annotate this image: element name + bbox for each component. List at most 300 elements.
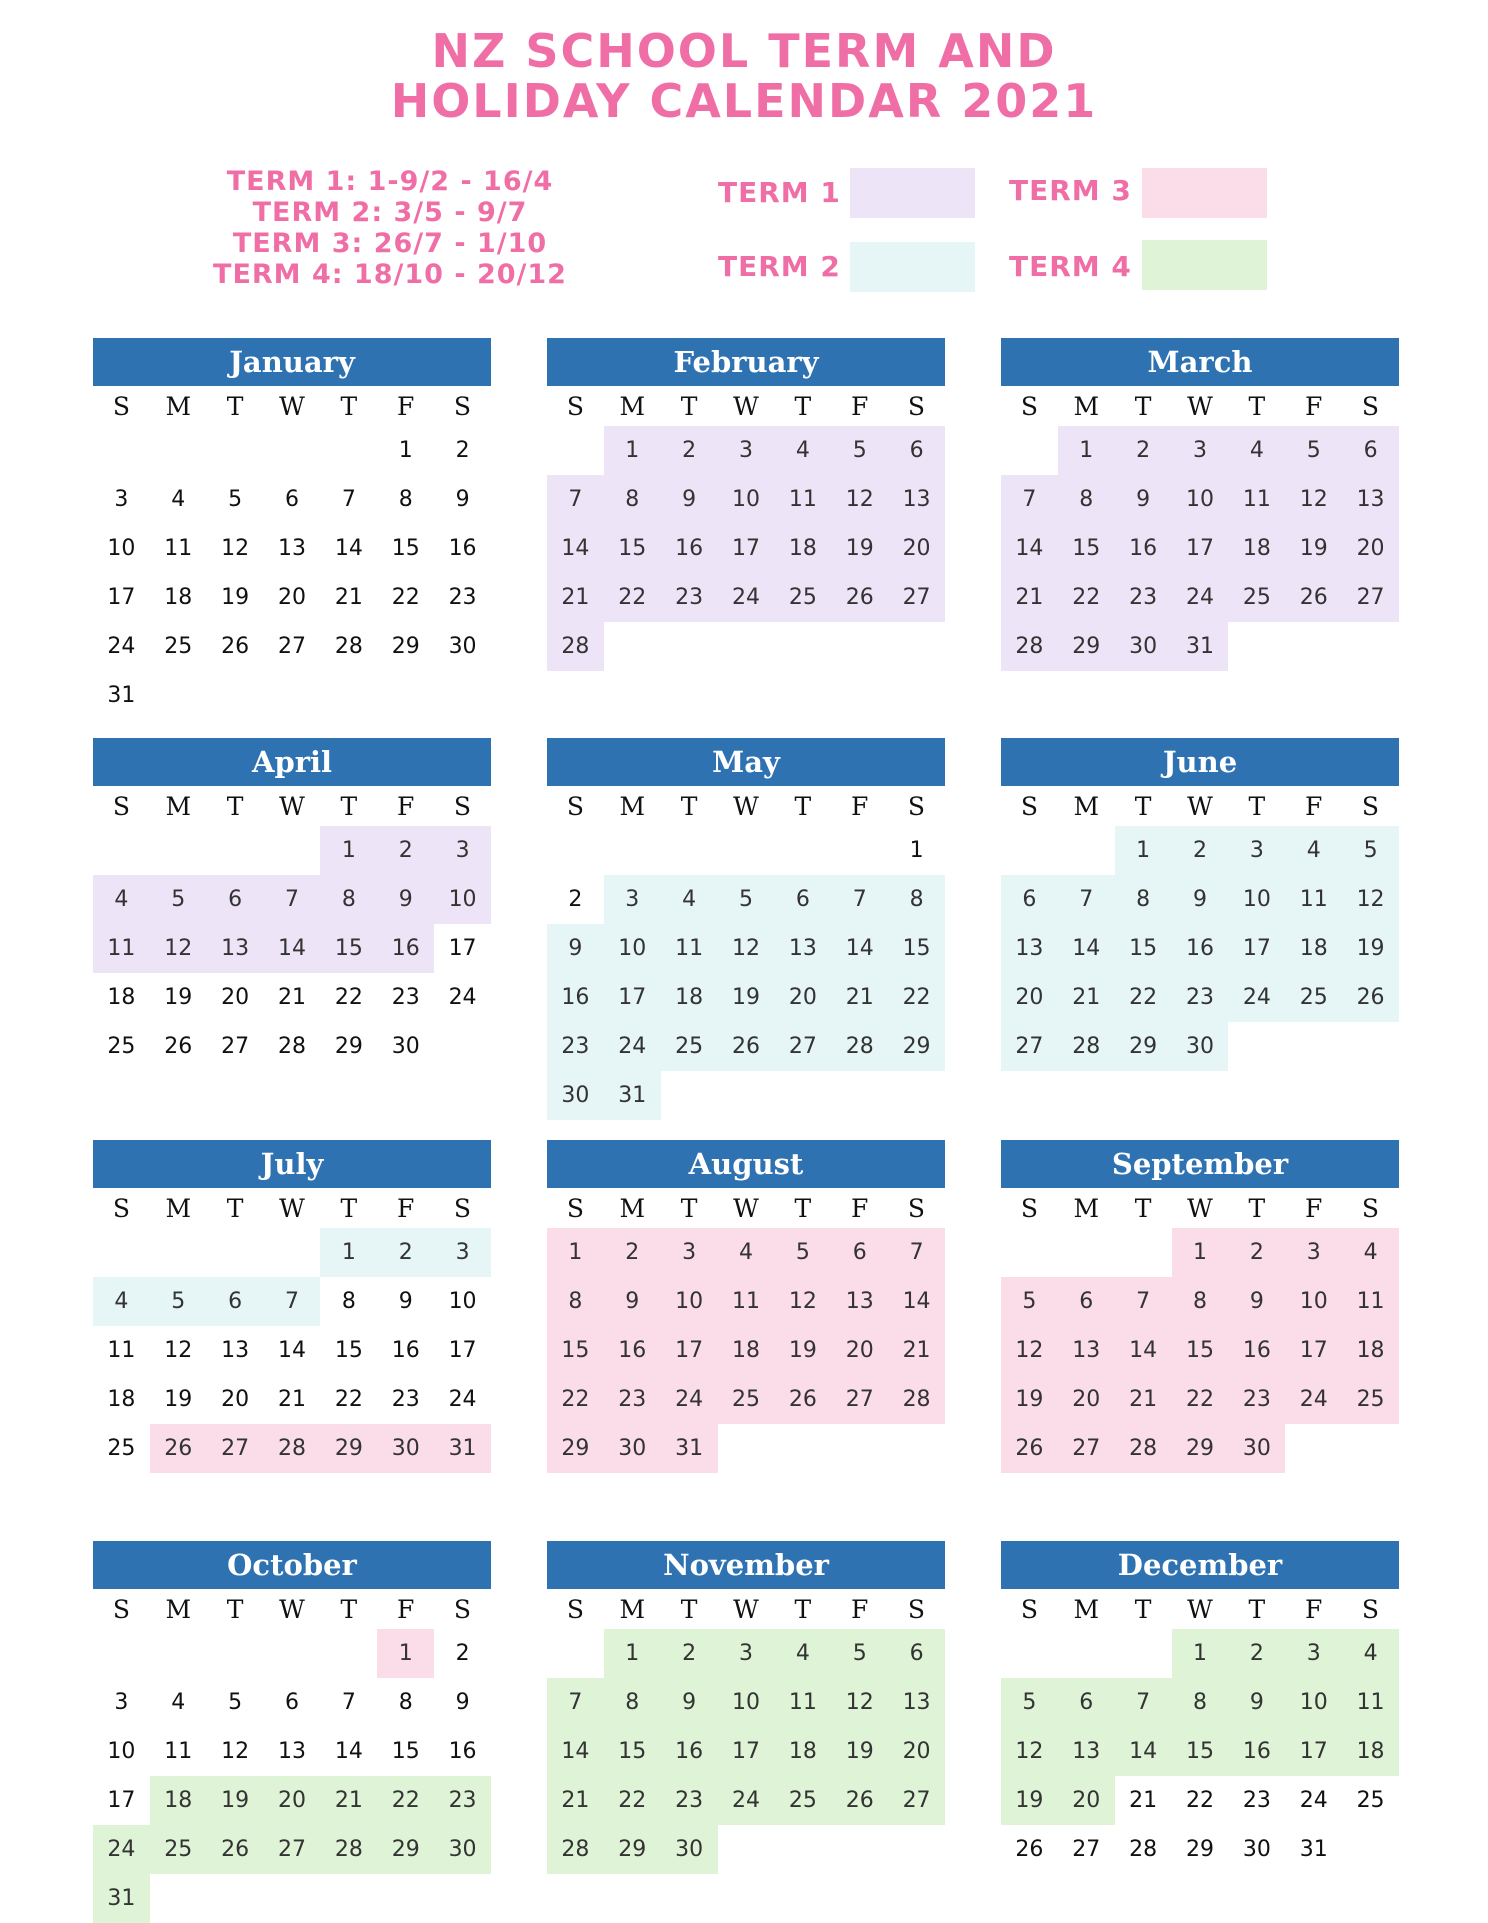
day-cell-term-2: 15 — [888, 924, 945, 973]
day-cell-term-1: 26 — [1285, 573, 1342, 622]
weekday-label: S — [112, 1594, 130, 1624]
weekday-label: F — [1304, 1193, 1323, 1223]
day-cell-term-1: 30 — [1115, 622, 1172, 671]
day-cell: 14 — [334, 536, 363, 561]
day-cell-term-3: 28 — [888, 1375, 945, 1424]
weekday-label: M — [165, 791, 192, 821]
day-cell-term-2: 8 — [888, 875, 945, 924]
day-cell: 23 — [391, 985, 420, 1010]
day-cell: 23 — [1242, 1788, 1271, 1813]
day-cell: 9 — [398, 1289, 413, 1314]
term-date-1: TERM 1: 1-9/2 - 16/4 — [226, 166, 554, 197]
month-june — [1001, 738, 1399, 1071]
weekday-label: T — [680, 1193, 698, 1223]
day-cell-term-4: 17 — [718, 1727, 775, 1776]
day-cell-term-2: 1 — [1115, 826, 1172, 875]
day-cell-term-4: 24 — [93, 1825, 150, 1874]
day-cell-term-3: 23 — [604, 1375, 661, 1424]
weekday-label: W — [279, 1193, 305, 1223]
day-cell: 2 — [455, 438, 470, 463]
day-cell-term-1: 13 — [888, 475, 945, 524]
day-cell: 15 — [391, 1739, 420, 1764]
day-cell-term-4: 2 — [661, 1629, 718, 1678]
day-cell-term-4: 12 — [831, 1678, 888, 1727]
day-cell: 7 — [341, 1690, 356, 1715]
day-cell: 14 — [334, 1739, 363, 1764]
day-cell-term-1: 15 — [1058, 524, 1115, 573]
day-cell-term-3: 22 — [547, 1375, 604, 1424]
day-cell-term-4: 6 — [1058, 1678, 1115, 1727]
day-cell-term-3: 16 — [604, 1326, 661, 1375]
term-date-2: TERM 2: 3/5 - 9/7 — [252, 197, 528, 228]
month-september — [1001, 1140, 1399, 1473]
day-cell-term-2: 9 — [547, 924, 604, 973]
day-cell-term-4: 17 — [1285, 1727, 1342, 1776]
day-cell: 22 — [391, 585, 420, 610]
day-cell-term-3: 11 — [1342, 1277, 1399, 1326]
day-cell: 27 — [277, 634, 306, 659]
day-cell-term-2: 5 — [150, 1277, 207, 1326]
day-cell-term-4: 29 — [604, 1825, 661, 1874]
day-cell-term-2: 19 — [1342, 924, 1399, 973]
day-cell-term-4: 3 — [1285, 1629, 1342, 1678]
day-cell-term-3: 20 — [1058, 1375, 1115, 1424]
day-cell-term-2: 11 — [1285, 875, 1342, 924]
day-cell: 21 — [277, 985, 306, 1010]
day-cell-term-1: 4 — [1228, 426, 1285, 475]
day-cell: 29 — [334, 1034, 363, 1059]
day-cell-term-2: 30 — [547, 1071, 604, 1120]
day-cell-term-2: 16 — [547, 973, 604, 1022]
day-cell-term-4: 26 — [831, 1776, 888, 1825]
weekday-label: W — [1187, 1193, 1213, 1223]
day-cell-term-1: 8 — [320, 875, 377, 924]
day-cell-term-1: 1 — [604, 426, 661, 475]
day-cell-term-3: 20 — [831, 1326, 888, 1375]
weekday-label: F — [396, 791, 415, 821]
day-cell: 16 — [448, 1739, 477, 1764]
weekday-label: F — [1304, 791, 1323, 821]
weekday-label: F — [850, 791, 869, 821]
legend-swatch-term-1 — [850, 168, 975, 218]
day-cell-term-4: 27 — [888, 1776, 945, 1825]
day-cell-term-4: 1 — [604, 1629, 661, 1678]
day-cell-term-1: 14 — [1001, 524, 1058, 573]
day-cell-term-3: 15 — [547, 1326, 604, 1375]
month-march — [1001, 338, 1399, 671]
day-cell: 19 — [221, 585, 250, 610]
weekday-label: S — [1020, 391, 1038, 421]
day-cell-term-4: 10 — [1285, 1678, 1342, 1727]
day-cell-term-4: 6 — [888, 1629, 945, 1678]
weekday-row — [93, 386, 491, 426]
day-cell-term-3: 3 — [661, 1228, 718, 1277]
day-cell-term-2: 4 — [661, 875, 718, 924]
day-cell: 11 — [164, 536, 193, 561]
day-cell-term-4: 15 — [1172, 1727, 1229, 1776]
month-july — [93, 1140, 491, 1473]
weekday-label: F — [850, 1193, 869, 1223]
weekday-row — [1001, 1589, 1399, 1629]
day-cell-term-1: 2 — [661, 426, 718, 475]
day-cell-term-4: 13 — [1058, 1727, 1115, 1776]
weekday-label: S — [1361, 1594, 1380, 1624]
day-cell-term-1: 1 — [320, 826, 377, 875]
weekday-label: F — [1304, 391, 1323, 421]
day-cell-term-1: 16 — [661, 524, 718, 573]
day-cell-term-4: 18 — [150, 1776, 207, 1825]
day-cell-term-1: 16 — [377, 924, 434, 973]
day-cell-term-1: 10 — [434, 875, 491, 924]
day-cell-term-3: 25 — [1342, 1375, 1399, 1424]
day-cell-term-2: 13 — [774, 924, 831, 973]
day-cell-term-2: 28 — [1058, 1022, 1115, 1071]
day-cell-term-1: 27 — [888, 573, 945, 622]
day-cell-term-3: 5 — [1001, 1277, 1058, 1326]
weekday-label: S — [112, 391, 130, 421]
weekday-label: S — [566, 791, 584, 821]
weekday-row — [547, 386, 945, 426]
day-cell: 21 — [277, 1387, 306, 1412]
month-header: October — [93, 1541, 491, 1589]
day-cell: 22 — [334, 985, 363, 1010]
day-cell-term-2: 12 — [1342, 875, 1399, 924]
day-cell-term-1: 2 — [1115, 426, 1172, 475]
day-cell-term-3: 18 — [1342, 1326, 1399, 1375]
day-cell-term-1: 24 — [718, 573, 775, 622]
day-cell-term-1: 11 — [1228, 475, 1285, 524]
month-header: January — [93, 338, 491, 386]
weekday-label: F — [850, 1594, 869, 1624]
day-cell: 23 — [391, 1387, 420, 1412]
weekday-label: W — [1187, 791, 1213, 821]
day-cell: 25 — [164, 634, 193, 659]
day-cell-term-4: 8 — [1172, 1678, 1229, 1727]
day-cell-term-4: 20 — [888, 1727, 945, 1776]
day-cell-term-1: 3 — [718, 426, 775, 475]
day-cell-term-1: 23 — [1115, 573, 1172, 622]
day-cell-term-4: 23 — [661, 1776, 718, 1825]
day-cell-term-2: 24 — [1228, 973, 1285, 1022]
month-header: March — [1001, 338, 1399, 386]
day-cell-term-3: 29 — [320, 1424, 377, 1473]
weekday-label: S — [112, 1193, 130, 1223]
day-cell-term-2: 25 — [661, 1022, 718, 1071]
day-grid — [547, 1629, 945, 1874]
day-cell-term-2: 26 — [1342, 973, 1399, 1022]
day-cell-term-3: 1 — [1172, 1228, 1229, 1277]
day-cell-term-3: 8 — [1172, 1277, 1229, 1326]
legend-swatch-term-3 — [1142, 168, 1267, 218]
day-cell-term-3: 17 — [1285, 1326, 1342, 1375]
weekday-label: F — [1304, 1594, 1323, 1624]
weekday-label: F — [396, 391, 415, 421]
day-cell-term-1: 9 — [661, 475, 718, 524]
day-cell-term-2: 10 — [604, 924, 661, 973]
day-cell-term-1: 7 — [1001, 475, 1058, 524]
day-cell-term-2: 6 — [207, 1277, 264, 1326]
day-cell-term-2: 30 — [1172, 1022, 1229, 1071]
day-cell-term-3: 10 — [661, 1277, 718, 1326]
day-cell-term-3: 22 — [1172, 1375, 1229, 1424]
day-cell-term-2: 14 — [831, 924, 888, 973]
day-cell-term-4: 21 — [320, 1776, 377, 1825]
month-january — [93, 338, 491, 720]
day-cell-term-3: 9 — [604, 1277, 661, 1326]
day-cell: 12 — [221, 1739, 250, 1764]
day-cell-term-2: 18 — [661, 973, 718, 1022]
day-grid — [1001, 1629, 1399, 1874]
day-cell: 10 — [107, 536, 136, 561]
day-cell-term-4: 19 — [1001, 1776, 1058, 1825]
day-cell: 10 — [448, 1289, 477, 1314]
legend-label-term-4: TERM 4 — [1009, 250, 1132, 283]
day-cell-term-1: 9 — [377, 875, 434, 924]
day-cell-term-3: 29 — [547, 1424, 604, 1473]
weekday-label: S — [1361, 1193, 1380, 1223]
weekday-label: M — [165, 1594, 192, 1624]
day-cell-term-2: 20 — [774, 973, 831, 1022]
day-cell-term-3: 8 — [547, 1277, 604, 1326]
day-cell-term-3: 2 — [604, 1228, 661, 1277]
day-cell-term-3: 15 — [1172, 1326, 1229, 1375]
weekday-label: S — [907, 1594, 926, 1624]
weekday-label: M — [1073, 1594, 1100, 1624]
weekday-row — [1001, 786, 1399, 826]
day-cell: 24 — [448, 1387, 477, 1412]
weekday-label: S — [566, 1193, 584, 1223]
month-header: November — [547, 1541, 945, 1589]
day-cell-term-2: 28 — [831, 1022, 888, 1071]
day-cell-term-3: 28 — [264, 1424, 321, 1473]
day-cell-term-2: 3 — [1228, 826, 1285, 875]
day-cell: 28 — [1129, 1837, 1158, 1862]
day-cell-term-1: 26 — [831, 573, 888, 622]
day-cell: 3 — [114, 487, 129, 512]
weekday-label: F — [396, 1594, 415, 1624]
day-cell-term-2: 4 — [1285, 826, 1342, 875]
day-grid — [547, 1228, 945, 1473]
day-cell: 13 — [277, 1739, 306, 1764]
weekday-row — [93, 786, 491, 826]
day-cell: 12 — [164, 1338, 193, 1363]
day-cell-term-3: 12 — [1001, 1326, 1058, 1375]
day-cell-term-3: 27 — [1058, 1424, 1115, 1473]
day-cell-term-3: 2 — [1228, 1228, 1285, 1277]
weekday-label: S — [1020, 791, 1038, 821]
day-cell: 18 — [164, 585, 193, 610]
day-cell: 8 — [398, 1690, 413, 1715]
day-cell: 22 — [334, 1387, 363, 1412]
day-cell: 17 — [448, 936, 477, 961]
weekday-label: M — [619, 1193, 646, 1223]
weekday-label: T — [1248, 391, 1266, 421]
day-cell-term-2: 19 — [718, 973, 775, 1022]
day-cell-term-4: 24 — [718, 1776, 775, 1825]
day-cell-term-3: 23 — [1228, 1375, 1285, 1424]
day-cell-term-3: 1 — [377, 1629, 434, 1678]
day-cell-term-2: 12 — [718, 924, 775, 973]
day-cell: 5 — [228, 487, 243, 512]
day-cell-term-1: 5 — [1285, 426, 1342, 475]
weekday-label: W — [1187, 1594, 1213, 1624]
day-cell-term-4: 22 — [604, 1776, 661, 1825]
day-cell-term-3: 26 — [1001, 1424, 1058, 1473]
month-header: July — [93, 1140, 491, 1188]
day-cell-term-4: 23 — [434, 1776, 491, 1825]
day-cell-term-3: 16 — [1228, 1326, 1285, 1375]
weekday-label: S — [907, 391, 926, 421]
day-cell: 19 — [164, 985, 193, 1010]
day-cell-term-1: 7 — [547, 475, 604, 524]
day-grid — [1001, 826, 1399, 1071]
weekday-label: T — [1248, 1193, 1266, 1223]
weekday-label: M — [619, 1594, 646, 1624]
day-cell-term-4: 28 — [320, 1825, 377, 1874]
day-cell-term-4: 18 — [1342, 1727, 1399, 1776]
day-cell: 6 — [284, 487, 299, 512]
day-cell-term-4: 18 — [774, 1727, 831, 1776]
weekday-label: W — [279, 391, 305, 421]
day-cell-term-4: 21 — [547, 1776, 604, 1825]
day-cell-term-2: 6 — [1001, 875, 1058, 924]
weekday-label: S — [453, 791, 472, 821]
day-cell-term-3: 27 — [831, 1375, 888, 1424]
weekday-label: T — [1134, 791, 1152, 821]
day-cell-term-2: 23 — [1172, 973, 1229, 1022]
day-cell: 10 — [107, 1739, 136, 1764]
weekday-label: S — [907, 791, 926, 821]
day-cell-term-4: 2 — [1228, 1629, 1285, 1678]
day-cell-term-1: 15 — [604, 524, 661, 573]
day-cell-term-3: 30 — [604, 1424, 661, 1473]
day-cell: 25 — [107, 1436, 136, 1461]
weekday-label: M — [619, 791, 646, 821]
day-cell-term-1: 18 — [1228, 524, 1285, 573]
day-cell-term-4: 11 — [1342, 1678, 1399, 1727]
day-cell-term-2: 17 — [604, 973, 661, 1022]
day-cell-term-3: 7 — [1115, 1277, 1172, 1326]
day-cell: 18 — [107, 985, 136, 1010]
day-cell-term-3: 9 — [1228, 1277, 1285, 1326]
day-cell-term-4: 29 — [377, 1825, 434, 1874]
weekday-label: S — [907, 1193, 926, 1223]
day-cell-term-1: 6 — [207, 875, 264, 924]
day-cell-term-1: 28 — [1001, 622, 1058, 671]
day-cell: 20 — [221, 985, 250, 1010]
day-cell-term-4: 9 — [1228, 1678, 1285, 1727]
weekday-label: W — [733, 391, 759, 421]
weekday-label: M — [1073, 391, 1100, 421]
day-cell-term-1: 17 — [718, 524, 775, 573]
weekday-label: W — [733, 791, 759, 821]
day-cell-term-4: 20 — [1058, 1776, 1115, 1825]
day-cell-term-4: 7 — [1115, 1678, 1172, 1727]
day-cell-term-1: 3 — [434, 826, 491, 875]
weekday-label: T — [794, 1193, 812, 1223]
day-cell: 2 — [568, 887, 583, 912]
weekday-label: S — [453, 391, 472, 421]
day-cell-term-1: 24 — [1172, 573, 1229, 622]
day-cell-term-1: 14 — [264, 924, 321, 973]
day-cell-term-3: 17 — [661, 1326, 718, 1375]
day-cell-term-1: 31 — [1172, 622, 1229, 671]
day-cell-term-2: 18 — [1285, 924, 1342, 973]
day-cell: 24 — [107, 634, 136, 659]
weekday-label: M — [1073, 1193, 1100, 1223]
day-cell-term-1: 10 — [1172, 475, 1229, 524]
day-grid — [547, 426, 945, 671]
day-cell: 17 — [107, 1788, 136, 1813]
day-cell-term-3: 30 — [1228, 1424, 1285, 1473]
day-cell-term-3: 6 — [1058, 1277, 1115, 1326]
day-cell: 30 — [1242, 1837, 1271, 1862]
day-cell-term-4: 31 — [93, 1874, 150, 1923]
term-dates — [200, 166, 580, 290]
day-cell-term-3: 4 — [718, 1228, 775, 1277]
day-cell: 20 — [221, 1387, 250, 1412]
weekday-label: F — [850, 391, 869, 421]
month-august — [547, 1140, 945, 1473]
day-cell: 17 — [448, 1338, 477, 1363]
day-cell-term-3: 19 — [774, 1326, 831, 1375]
day-cell-term-2: 21 — [1058, 973, 1115, 1022]
day-cell: 31 — [107, 683, 136, 708]
day-cell-term-1: 8 — [1058, 475, 1115, 524]
weekday-label: W — [733, 1193, 759, 1223]
day-cell-term-3: 11 — [718, 1277, 775, 1326]
day-cell-term-4: 5 — [1001, 1678, 1058, 1727]
day-cell-term-4: 15 — [604, 1727, 661, 1776]
day-cell-term-4: 4 — [774, 1629, 831, 1678]
weekday-label: T — [680, 791, 698, 821]
day-grid — [93, 426, 491, 720]
day-cell-term-3: 12 — [774, 1277, 831, 1326]
day-cell-term-4: 19 — [831, 1727, 888, 1776]
weekday-label: T — [794, 1594, 812, 1624]
day-cell-term-4: 22 — [377, 1776, 434, 1825]
day-cell: 9 — [455, 487, 470, 512]
day-cell-term-1: 25 — [774, 573, 831, 622]
weekday-label: S — [1361, 791, 1380, 821]
day-cell-term-4: 7 — [547, 1678, 604, 1727]
weekday-label: T — [1134, 1594, 1152, 1624]
weekday-label: S — [1020, 1594, 1038, 1624]
day-cell-term-1: 2 — [377, 826, 434, 875]
day-cell-term-1: 25 — [1228, 573, 1285, 622]
day-cell: 21 — [1129, 1788, 1158, 1813]
day-cell: 1 — [398, 438, 413, 463]
month-header: August — [547, 1140, 945, 1188]
day-cell-term-1: 9 — [1115, 475, 1172, 524]
day-cell-term-4: 8 — [604, 1678, 661, 1727]
day-cell: 12 — [221, 536, 250, 561]
weekday-label: T — [340, 1594, 358, 1624]
day-cell-term-2: 5 — [1342, 826, 1399, 875]
day-cell-term-4: 27 — [264, 1825, 321, 1874]
day-cell: 30 — [448, 634, 477, 659]
day-cell-term-2: 17 — [1228, 924, 1285, 973]
weekday-label: M — [165, 391, 192, 421]
day-cell-term-4: 14 — [1115, 1727, 1172, 1776]
day-cell-term-3: 26 — [774, 1375, 831, 1424]
month-may — [547, 738, 945, 1120]
weekday-row — [547, 1589, 945, 1629]
legend-label-term-2: TERM 2 — [718, 250, 841, 283]
day-cell-term-1: 20 — [888, 524, 945, 573]
day-cell-term-1: 11 — [774, 475, 831, 524]
day-cell-term-3: 21 — [888, 1326, 945, 1375]
